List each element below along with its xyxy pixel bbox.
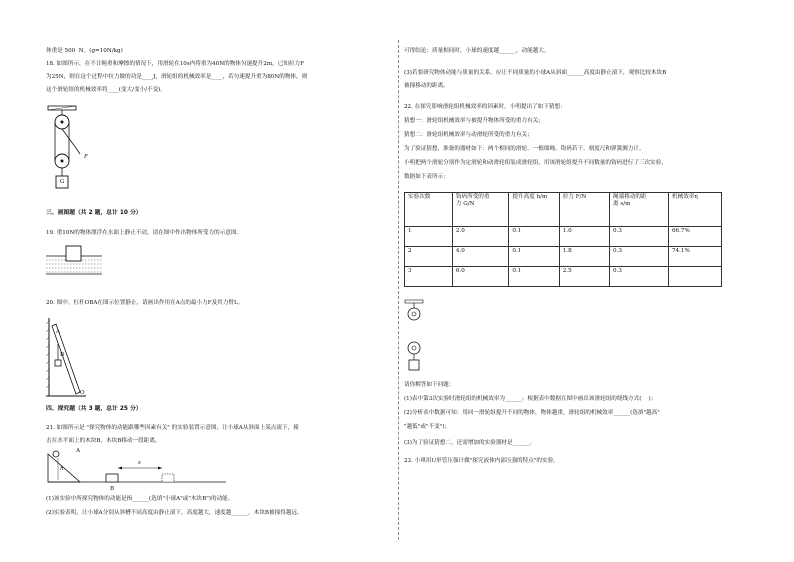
table-header-cell: 钩码所受的重 力 G/N	[452, 193, 509, 227]
experiment-data-table	[404, 192, 722, 287]
floating-object-figure	[46, 244, 106, 276]
q22-materials: 为了验证猜想，准备的器材如下：两个相同的滑轮、一根细绳、钩码若干、刻度尺和弹簧测力计。	[404, 146, 645, 152]
table-cell: 0.1	[509, 267, 559, 287]
table-cell: 0.1	[509, 227, 559, 247]
table-cell: 66.7%	[669, 227, 722, 247]
q22-intro: 22. 在探究影响滑轮组机械效率的因素时，小明提出了如下猜想：	[404, 104, 566, 110]
fig21-label-h: h	[60, 466, 64, 472]
q21-part3-line2: 被撞移动的距离。	[404, 83, 449, 89]
q22-guess2: 猜想二：滑轮组机械效率与动滑轮所受的重力有关；	[404, 132, 533, 138]
column-divider	[398, 40, 399, 540]
table-cell: 1.8	[559, 247, 609, 267]
q18-line2: 为25N，则在这个过程中拉力做的功是____J，滑轮组的机械效率是____，若匀速提升重为80N的物体，则	[46, 74, 308, 80]
fig20-label-a: A	[56, 329, 61, 335]
ramp-figure	[46, 448, 236, 488]
weight-answer-line: 体重是 500 N。(g=10N/kg)	[46, 48, 123, 54]
fig18-label-g: G	[60, 179, 65, 185]
q23-text: 23. 小琪用U形管压强计做"探究液体内部压强的特点"的实验。	[404, 458, 559, 464]
q22-questions-intro: 请你解答如下问题：	[404, 382, 455, 388]
q20-text: 20. 图中，杠杆OBA在图示位置静止，请画出作用在A点的最小力F及其力臂L。	[46, 300, 244, 306]
table-cell: 3	[405, 267, 453, 287]
pulley-group-figure	[404, 300, 444, 380]
table-header-cell: 拉力 F/N	[559, 193, 609, 227]
fig20-label-o: O	[80, 390, 85, 396]
table-cell: 2.0	[452, 227, 509, 247]
table-header-row	[405, 193, 722, 227]
q21-part3-line1: (3)若要研究物体动能与质量的关系，应让不同质量的小球A从斜面______高度由静止滚下，观察比较木块B	[404, 70, 667, 76]
fig21-label-a: A	[76, 448, 81, 454]
table-header-cell: 提升高度 h/m	[509, 193, 559, 227]
q19-text: 19. 重10N的物体漂浮在水面上静止不动，请在图中作出物体所受力的示意图。	[46, 230, 243, 236]
table-header-cell: 机械效率η	[669, 193, 722, 227]
table-cell	[669, 267, 722, 287]
q22-guess1: 猜想一：滑轮组机械效率与被提升物体所受的重力有关；	[404, 118, 544, 124]
fig21-label-s: s	[138, 460, 141, 466]
table-cell: 2.5	[559, 267, 609, 287]
q22-part1: (1)表中第3次实验时滑轮组的机械效率为______；根据表中数据在图中画出该滑轮组的绕线方式( )；	[404, 396, 657, 402]
fig18-label-f: F	[84, 154, 88, 160]
q21-line1: 21. 如图所示是 "探究物体的动能跟哪些因素有关" 的实验装置示意图，让小球A从斜面上某点滚下，撞	[46, 425, 299, 431]
q22-part3: (3)为了验证猜想二，还需增加的实验器材是______。	[404, 440, 535, 446]
table-cell: 0.1	[509, 247, 559, 267]
table-cell: 0.3	[610, 227, 669, 247]
q21-line2: 击在水平面上的木块B，木块B移动一段距离。	[46, 438, 161, 444]
table-cell: 2	[405, 247, 453, 267]
q18-line3: 这个滑轮组的机械效率将____(变大/变小/不变)。	[46, 87, 167, 93]
table-header-cell: 绳端移动的距 离 s/m	[610, 193, 669, 227]
q18-line1: 18. 如图所示，在不计绳重和摩擦的情况下，用滑轮在10s内将重为40N的物体匀速提升2m，已知拉力F	[46, 61, 304, 67]
q22-part2-line1: (2)分析表中数据可知：用同一滑轮组提升不同的物体，物体越重，滑轮组的机械效率______(选填"越高"	[404, 410, 660, 416]
q22-part2-line2: "越低"或"不变")；	[404, 424, 451, 430]
table-cell: 74.1%	[669, 247, 722, 267]
table-cell: 0.3	[610, 247, 669, 267]
section3-title: 三、画图题（共 2 题，总计 10 分）	[46, 210, 142, 216]
lever-figure	[46, 316, 106, 401]
table-row	[405, 247, 722, 267]
table-header-cell: 实验次数	[405, 193, 453, 227]
table-cell: 6.0	[452, 267, 509, 287]
fig21-label-b: B	[110, 486, 115, 492]
table-cell: 0.3	[610, 267, 669, 287]
table-cell: 1	[405, 227, 453, 247]
table-row	[405, 267, 722, 287]
q21-part2: (2)实验表明，让小球A分别从斜槽不同高度由静止滚下，高度越大，速度越______，木块B被撞得越远。	[46, 510, 303, 516]
table-cell: 4.0	[452, 247, 509, 267]
table-row	[405, 227, 722, 247]
table-cell: 1.0	[559, 227, 609, 247]
q22-table-caption: 数据如下表所示：	[404, 174, 449, 180]
section4-title: 四、探究题（共 3 题，总计 25 分）	[46, 406, 142, 412]
fig20-label-b: B	[60, 352, 65, 358]
q21-part1: (1)该实验中所探究物体的动能是指______(选填"小球A"或"木块B")的动能。	[46, 496, 234, 502]
q21-conclusion: 可得结论：质量相同时，小球的速度越______，动能越大。	[404, 48, 550, 54]
q22-procedure: 小明把两个滑轮分别作为定滑轮和动滑轮组装成滑轮组，用该滑轮组提升不同数量的钩码进行了三次实验，	[404, 160, 667, 166]
pulley-figure	[46, 106, 106, 206]
